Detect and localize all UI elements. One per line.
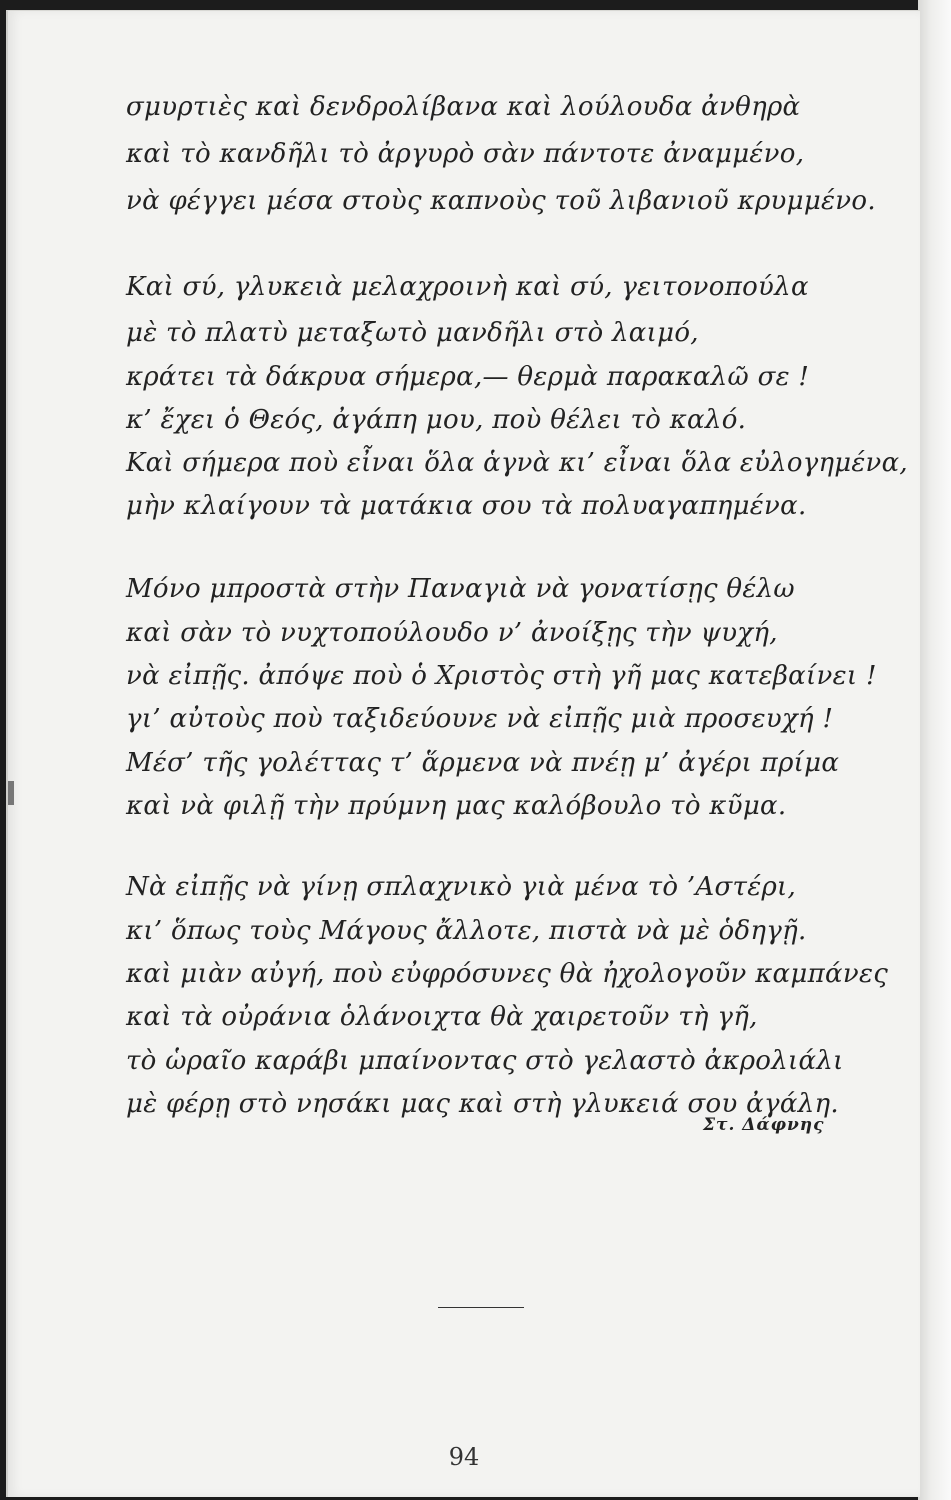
book-page xyxy=(6,10,920,1497)
poem-line: καὶ μιὰν αὐγή, ποὺ εὐφρόσυνες θὰ ἠχολογοῦν καμπάνες xyxy=(126,959,889,989)
poem-line: τὸ ὡραῖο καράβι μπαίνοντας στὸ γελαστὸ ἀκρολιάλι xyxy=(126,1046,844,1076)
poem-line: κράτει τὰ δάκρυα σήμερα,— θερμὰ παρακαλῶ σε ! xyxy=(126,362,810,392)
margin-mark xyxy=(8,781,14,805)
poem-line: Μόνο μπροστὰ στὴν Παναγιὰ νὰ γονατίσῃς θέλω xyxy=(126,574,795,604)
poem-line: κ’ ἔχει ὁ Θεός, ἀγάπη μου, ποὺ θέλει τὸ καλό. xyxy=(126,405,747,435)
poem-line: μὴν κλαίγουν τὰ ματάκια σου τὰ πολυαγαπημένα. xyxy=(126,491,807,521)
poem-line: Μέσ’ τῆς γολέττας τ’ ἅρμενα νὰ πνέῃ μ’ ἀγέρι πρίμα xyxy=(126,748,840,778)
poem-line: κι’ ὅπως τοὺς Μάγους ἄλλοτε, πιστὰ νὰ μὲ ὁδηγῇ. xyxy=(126,916,807,946)
poem-line: μὲ τὸ πλατὺ μεταξωτὸ μανδῆλι στὸ λαιμό, xyxy=(126,318,699,348)
poem-line: μὲ φέρῃ στὸ νησάκι μας καὶ στὴ γλυκειά σου ἀγάλη. xyxy=(126,1089,839,1119)
poem-line: σμυρτιὲς καὶ δενδρολίβανα καὶ λούλουδα ἀνθηρὰ xyxy=(126,92,801,122)
poem-line: Καὶ σήμερα ποὺ εἶναι ὅλα ἁγνὰ κι’ εἶναι ὅλα εὐλογημένα, xyxy=(126,448,908,478)
poem-line: νὰ φέγγει μέσα στοὺς καπνοὺς τοῦ λιβανιοῦ κρυμμένο. xyxy=(126,186,876,216)
poem-line: Νὰ εἰπῇς νὰ γίνῃ σπλαχνικὸ γιὰ μένα τὸ ’Αστέρι, xyxy=(126,872,797,902)
poem-line: γι’ αὐτοὺς ποὺ ταξιδεύουνε νὰ εἰπῇς μιὰ προσευχή ! xyxy=(126,704,834,734)
poem-line: καὶ νὰ φιλῇ τὴν πρύμνη μας καλόβουλο τὸ κῦμα. xyxy=(126,791,787,821)
author-signature: Στ. Δάφνης xyxy=(703,1115,825,1135)
page-number: 94 xyxy=(448,1443,480,1471)
poem-line: νὰ εἰπῇς. ἀπόψε ποὺ ὁ Χριστὸς στὴ γῆ μας κατεβαίνει ! xyxy=(126,661,877,691)
poem-line: καὶ τὰ οὐράνια ὁλάνοιχτα θὰ χαιρετοῦν τὴ γῆ, xyxy=(126,1002,758,1032)
poem-line: καὶ σὰν τὸ νυχτοπούλουδο ν’ ἀνοίξῃς τὴν ψυχή, xyxy=(126,618,778,648)
page-edge xyxy=(918,0,951,1500)
poem-line: Καὶ σύ, γλυκειὰ μελαχροινὴ καὶ σύ, γειτονοπούλα xyxy=(126,272,809,302)
poem-line: καὶ τὸ κανδῆλι τὸ ἀργυρὸ σὰν πάντοτε ἀναμμένο, xyxy=(126,139,805,169)
section-rule xyxy=(438,1307,524,1308)
